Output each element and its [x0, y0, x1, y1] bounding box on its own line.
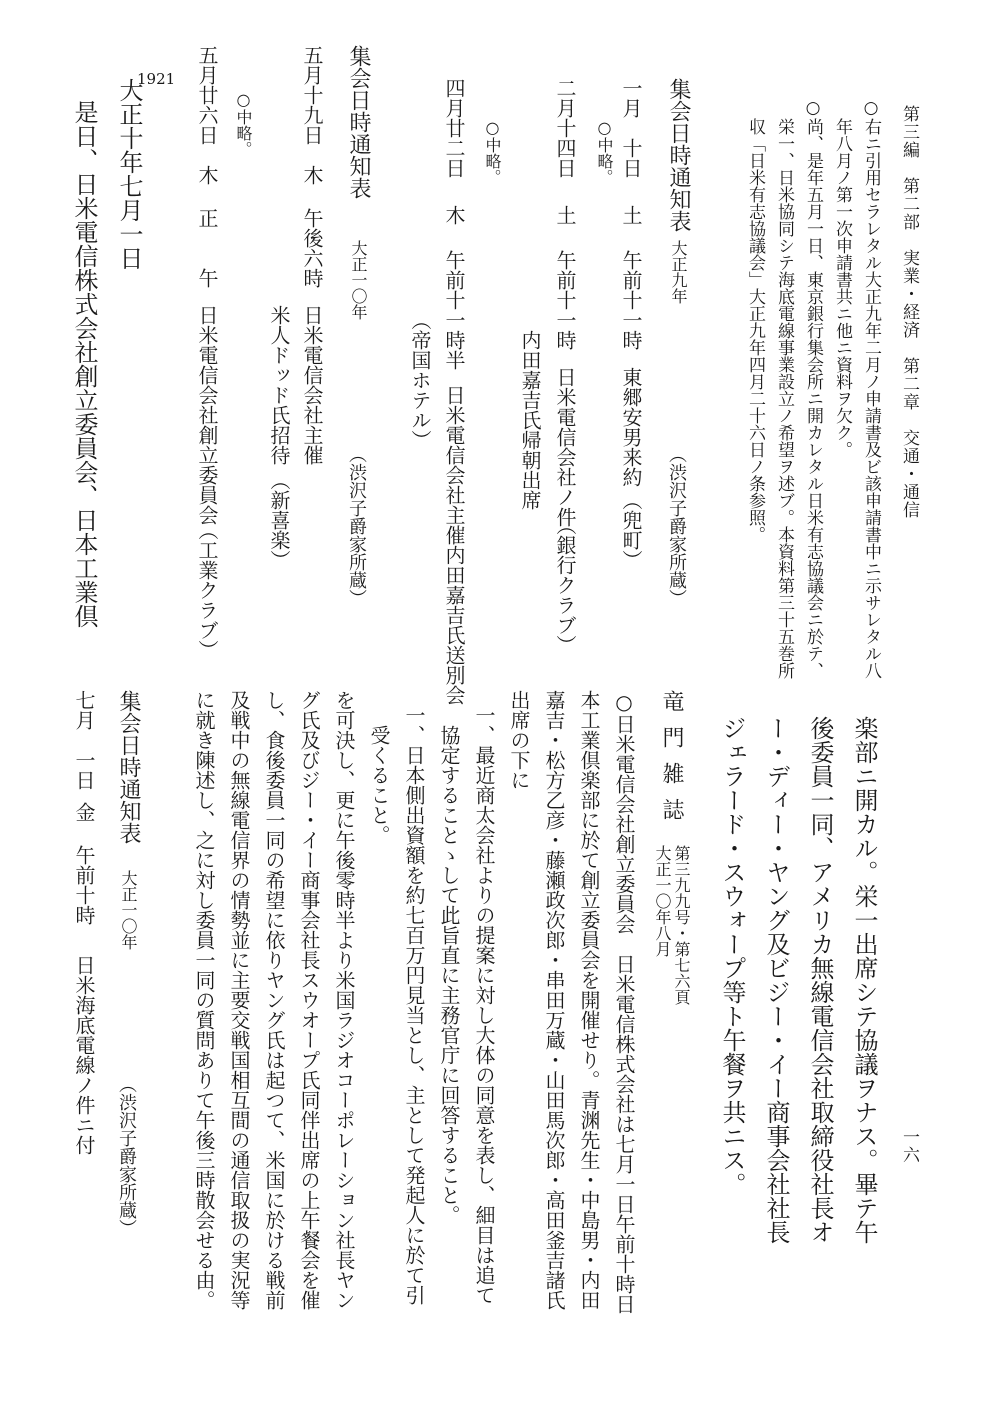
source-note: （渋沢子爵家所蔵） — [346, 445, 367, 607]
table-year: 大正一〇年 — [119, 870, 138, 950]
row-day: 金 — [72, 802, 96, 822]
row-time: 午前十一時半 — [442, 250, 466, 370]
article-line: 受くること。 — [367, 705, 391, 845]
row-date: 五月廿六日 — [195, 45, 219, 145]
article-line: 本工業倶楽部に於て創立委員会を開催せり。青渊先生・中島男・内田 — [577, 690, 601, 1310]
row-place: （新喜楽） — [267, 470, 291, 570]
omission-note: ○中略。 — [483, 118, 502, 185]
source-reference: 第三九九号・第七六頁 — [672, 845, 691, 1005]
table-title: 集会日時通知表 — [666, 78, 691, 232]
row-day: 木 — [195, 165, 219, 185]
note-line: 年八月ノ第一次申請書共ニ他ニ資料ヲ欠ク。 — [832, 118, 852, 458]
row-date: 七月 一日 — [72, 690, 96, 790]
row-time: 午後六時 — [300, 208, 324, 288]
row-place: （兜町） — [619, 490, 643, 570]
row-date: 四月廿二日 — [442, 78, 466, 178]
article-line: 出席の下に — [507, 690, 531, 790]
row-event-continued: 米人ドッド氏招待 — [267, 305, 291, 465]
article-line: を可決し、更に午後零時半より米国ラジオコーポレーション社長ヤン — [332, 690, 356, 1310]
table-year: 大正一〇年 — [349, 240, 368, 320]
row-place: （帝国ホテル） — [408, 310, 432, 450]
row-time: 午前十一時 — [553, 250, 577, 350]
source-reference: 大正一〇年八月 — [653, 845, 672, 957]
row-time: 午前十時 — [72, 845, 96, 925]
western-year: 1921 — [137, 70, 176, 88]
row-day: 土 — [619, 205, 643, 225]
article-line: し、食後委員一同の希望に依りヤング氏は起つて、米国に於ける戦前 — [262, 690, 286, 1310]
article-line: ○日米電信会社創立委員会 日米電信株式会社は七月一日午前十時日 — [612, 690, 636, 1314]
entry-text-continued: ジェラード・スウォープ等ト午餐ヲ共ニス。 — [718, 716, 746, 1196]
table-title: 集会日時通知表 — [346, 45, 371, 199]
row-day: 木 — [300, 165, 324, 185]
article-line: 及戦中の無線電信界の情勢並に主要交戦国相互間の通信取扱の実況等 — [227, 690, 251, 1310]
note-line: ○右ニ引用セラレタル大正九年二月ノ申請書及ビ該申請書中ニ示サレタル八 — [861, 98, 881, 679]
entry-text: 是日、日米電信株式会社創立委員会、日本工業倶 — [70, 100, 98, 628]
page-number: 一六 — [899, 1128, 919, 1164]
article-line: グ氏及びジー・イー商事会社長スウオープ氏同伴出席の上午餐会を催 — [297, 690, 321, 1310]
running-head: 第三編 第二部 実業・経済 第二章 交通・通信 — [899, 105, 919, 519]
row-event: 日米電信会社主催 — [300, 305, 324, 465]
row-date: 五月十九日 — [300, 45, 324, 145]
row-place: （工業クラブ） — [195, 520, 219, 660]
entry-date: 大正十年七月一日 — [115, 78, 143, 270]
entry-text-continued: ー・ディー・ヤング及ビジー・イー商事会社社長 — [762, 716, 790, 1244]
note-line: 収「日米有志協議会」大正九年四月二十六日ノ条参照。 — [745, 118, 765, 543]
note-line: 栄一、日米協同シテ海底電線事業設立ノ希望ヲ述ブ。本資料第三十五巻所 — [774, 118, 794, 679]
row-day: 木 — [442, 205, 466, 225]
row-time: 午前十一時 — [619, 250, 643, 350]
source-title: 竜門雑誌 — [659, 690, 684, 834]
row-event-continued: 内田嘉吉氏帰朝出席 — [518, 330, 542, 510]
omission-note: ○中略。 — [595, 118, 614, 185]
row-event: 東郷安男来約 — [619, 367, 643, 487]
article-line: に就き陳述し、之に対し委員一同の質問ありて午後三時散会せる由。 — [192, 690, 216, 1310]
table-year: 大正九年 — [669, 240, 688, 304]
row-day: 土 — [553, 205, 577, 225]
source-note: （渋沢子爵家所蔵） — [116, 1075, 137, 1237]
article-line: 一、日本側出資額を約七百万円見当とし、主として発起人に於て引 — [402, 705, 426, 1305]
article-line: 一、最近商太会社よりの提案に対し大体の同意を表し、細目は追て — [472, 705, 496, 1305]
row-event: 日米海底電線ノ件ニ付 — [72, 955, 96, 1155]
note-line: ○尚、是年五月一日、東京銀行集会所ニ開カレタル日米有志協議会ニ於テ、 — [803, 98, 823, 679]
table-title: 集会日時通知表 — [116, 690, 141, 844]
article-line: 協定することゝして此旨直に主務官庁に回答すること。 — [437, 705, 461, 1225]
row-event: 日米電信会社主催内田嘉吉氏送別会 — [442, 385, 466, 705]
row-place: （銀行クラブ） — [553, 515, 577, 655]
omission-note: ○中略。 — [234, 90, 253, 157]
entry-text-continued: 後委員一同、アメリカ無線電信会社取締役社長オ — [806, 716, 834, 1244]
row-time: 正 午 — [195, 208, 219, 288]
row-event: 日米電信会社ノ件 — [553, 367, 577, 527]
source-note: （渋沢子爵家所蔵） — [666, 445, 687, 607]
row-date: 二月十四日 — [553, 78, 577, 178]
row-event: 日米電信会社創立委員会 — [195, 305, 219, 525]
row-date: 一月 十日 — [619, 78, 643, 178]
article-line: 嘉吉・松方乙彦・藤瀬政次郎・串田万蔵・山田馬次郎・高田釜吉諸氏 — [542, 690, 566, 1310]
entry-text-continued: 楽部ニ開カル。栄一出席シテ協議ヲナス。畢テ午 — [850, 716, 878, 1244]
